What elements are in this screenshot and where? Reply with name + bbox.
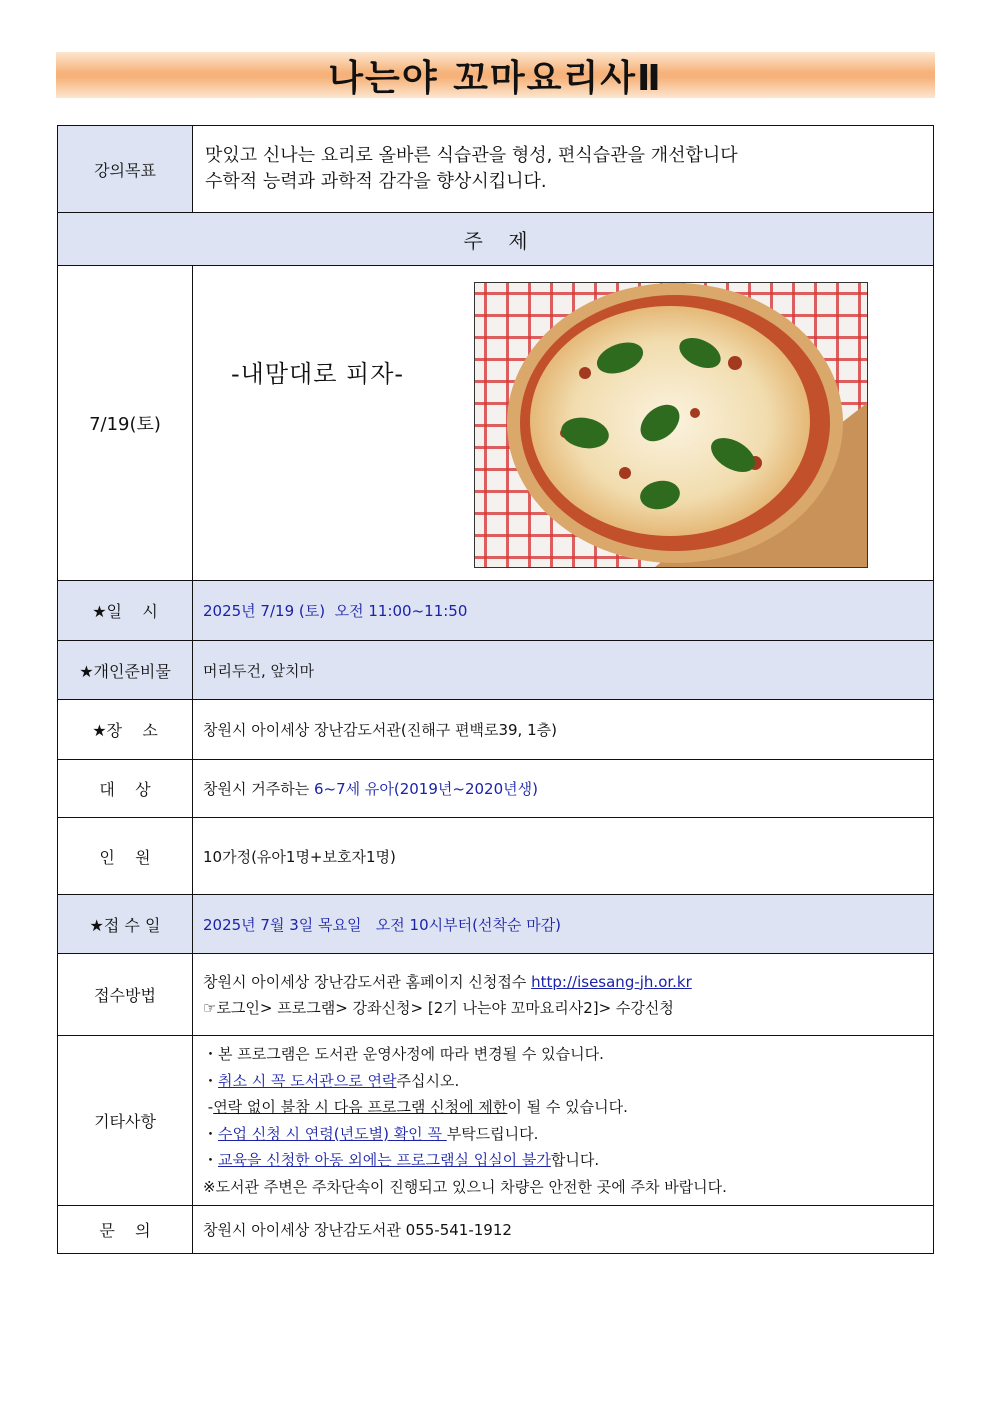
program-info-table — [57, 125, 934, 1254]
people-label: 인 원 — [58, 818, 193, 895]
session-date: 7/19(토) — [58, 266, 193, 581]
note-3-highlight: 연락 없이 불참 시 다음 프로그램 신청에 제한 — [213, 1098, 508, 1116]
reception-row — [58, 895, 934, 954]
notes-label: 기타사항 — [58, 1036, 193, 1206]
contact-row — [58, 1206, 934, 1254]
goal-row — [58, 126, 934, 213]
target-row — [58, 760, 934, 818]
datetime-value: 2025년 7/19 (토) 오전 11:00~11:50 — [193, 581, 934, 641]
note-4 — [203, 1121, 933, 1148]
people-row — [58, 818, 934, 895]
note-4-bullet: ・ — [203, 1124, 219, 1143]
note-5 — [203, 1147, 933, 1174]
homepage-link[interactable]: http://isesang-jh.or.kr — [531, 972, 692, 991]
note-3-dash: - — [203, 1098, 214, 1116]
contact-label: 문 의 — [58, 1206, 193, 1254]
note-2-highlight: 취소 시 꼭 도서관으로 연락 — [218, 1071, 397, 1090]
goal-line-2: 수학적 능력과 과학적 감각을 향상시킵니다. — [205, 171, 547, 192]
reception-label: ★접 수 일 — [58, 895, 193, 954]
title-banner — [56, 52, 935, 98]
people-value: 10가정(유아1명+보호자1명) — [193, 818, 934, 895]
goal-label: 강의목표 — [58, 126, 193, 213]
method-line-2: ☞로그인> 프로그램> 강좌신청> [2기 나는야 꼬마요리사2]> 수강신청 — [203, 998, 674, 1017]
place-value: 창원시 아이세상 장난감도서관(진해구 편백로39, 1층) — [193, 700, 934, 760]
note-2-bullet: ・ — [203, 1071, 219, 1090]
contact-value: 창원시 아이세상 장난감도서관 055-541-1912 — [193, 1206, 934, 1254]
topic-header: 주 제 — [58, 213, 934, 266]
goal-line-1: 맛있고 신나는 요리로 올바른 식습관을 형성, 편식습관을 개선합니다 — [205, 145, 738, 166]
place-row — [58, 700, 934, 760]
place-label: ★장 소 — [58, 700, 193, 760]
datetime-label: ★일 시 — [58, 581, 193, 641]
goal-content — [193, 126, 934, 213]
note-5-highlight: 교육을 신청한 아동 외에는 프로그램실 입실이 불가 — [218, 1151, 551, 1169]
note-4-rest: 부탁드립니다. — [446, 1124, 539, 1143]
items-label: ★개인준비물 — [58, 641, 193, 700]
items-row — [58, 641, 934, 700]
note-2-rest: 주십시오. — [396, 1071, 460, 1090]
method-line-1: 창원시 아이세상 장난감도서관 홈페이지 신청접수 — [203, 972, 532, 991]
target-value — [193, 760, 934, 818]
dish-title: -내맘대로 피자- — [231, 360, 405, 388]
note-3-rest: 이 될 수 있습니다. — [507, 1098, 628, 1116]
method-row — [58, 954, 934, 1036]
target-label: 대 상 — [58, 760, 193, 818]
note-6: ※도서관 주변은 주차단속이 진행되고 있으니 차량은 안전한 곳에 주차 바랍니다. — [203, 1177, 727, 1196]
note-1: ・본 프로그램은 도서관 운영사정에 따라 변경될 수 있습니다. — [203, 1045, 604, 1063]
note-5-bullet: ・ — [203, 1151, 219, 1169]
note-4-highlight: 수업 신청 시 연령(년도별) 확인 꼭 — [218, 1124, 447, 1143]
page-title: 나는야 꼬마요리사Ⅱ — [328, 57, 663, 99]
reception-value: 2025년 7월 3일 목요일 오전 10시부터(선착순 마감) — [193, 895, 934, 954]
topic-header-row — [58, 213, 934, 266]
notes-row — [58, 1036, 934, 1206]
note-3 — [203, 1094, 933, 1121]
items-value: 머리두건, 앞치마 — [193, 641, 934, 700]
method-label: 접수방법 — [58, 954, 193, 1036]
target-highlight: 6~7세 유아(2019년~2020년생) — [313, 780, 538, 798]
note-5-rest: 합니다. — [550, 1151, 600, 1169]
session-row — [58, 266, 934, 581]
session-content — [193, 266, 934, 581]
datetime-row — [58, 581, 934, 641]
target-prefix: 창원시 거주하는 — [203, 780, 314, 798]
method-content — [193, 954, 934, 1036]
notes-content — [193, 1036, 934, 1206]
pizza-photo-icon — [474, 282, 868, 568]
note-2 — [203, 1068, 933, 1095]
